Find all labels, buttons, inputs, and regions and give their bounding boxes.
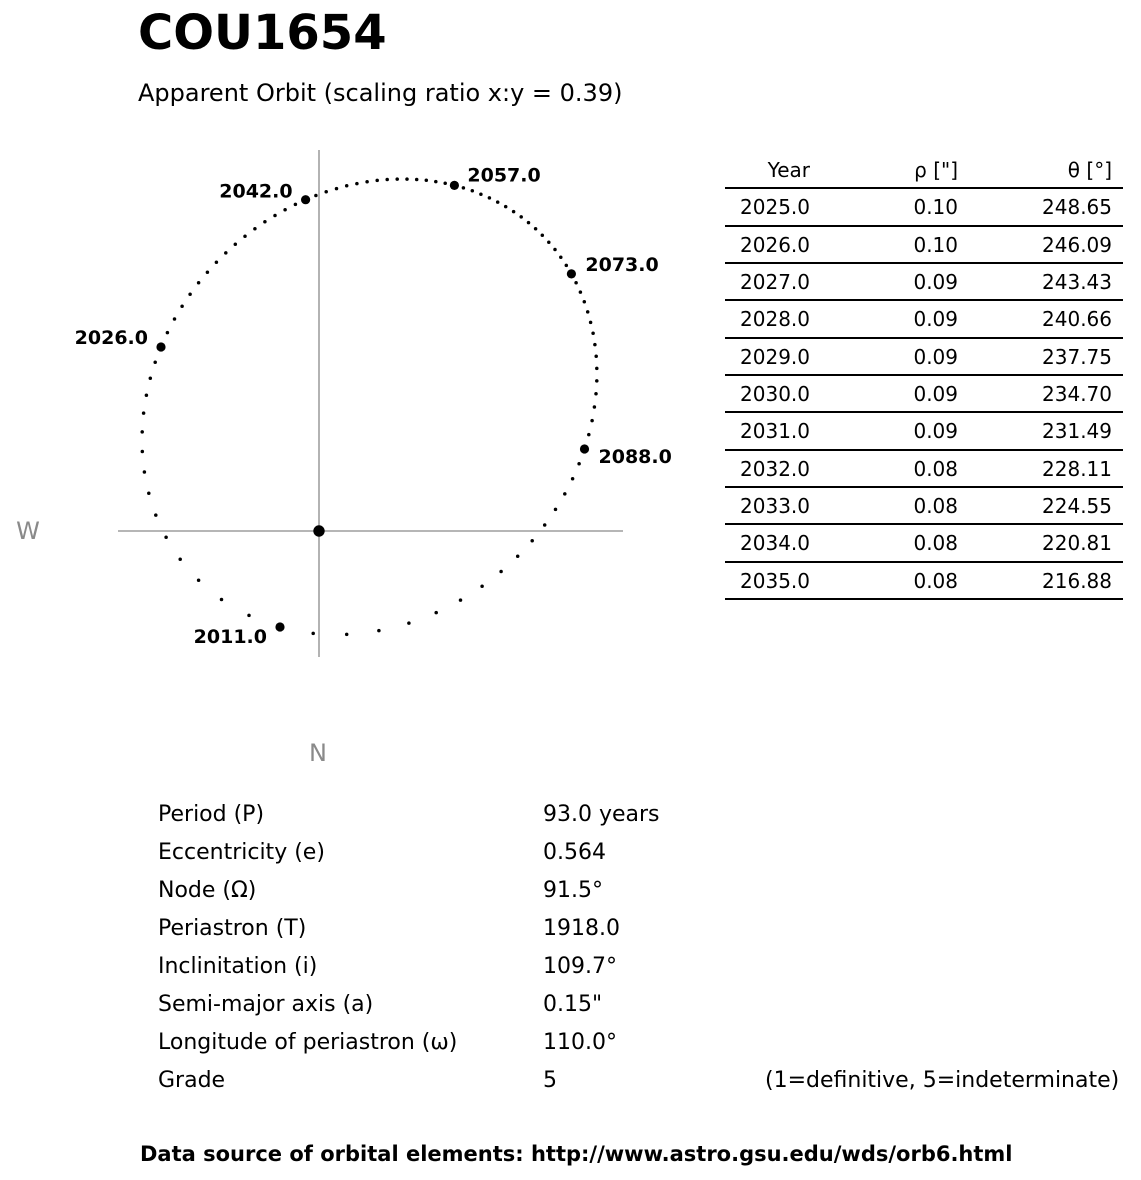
orbit-dot bbox=[294, 203, 298, 207]
orbit-dot bbox=[173, 317, 177, 321]
table-cell: 234.70 bbox=[1042, 381, 1112, 406]
table-cell: 0.09 bbox=[913, 381, 958, 406]
orbit-dot bbox=[519, 215, 523, 219]
element-row bbox=[158, 992, 1141, 1030]
orbit-dot bbox=[253, 227, 257, 231]
element-row bbox=[158, 802, 1141, 840]
table-row bbox=[725, 264, 1123, 301]
orbit-dot bbox=[335, 187, 339, 191]
table-row bbox=[725, 451, 1123, 488]
orbit-dot bbox=[385, 178, 389, 182]
table-cell: 243.43 bbox=[1042, 269, 1112, 294]
orbit-dot bbox=[164, 536, 168, 540]
orbit-dot bbox=[283, 208, 287, 212]
orbit-dot bbox=[180, 304, 184, 308]
table-cell: 0.09 bbox=[913, 307, 958, 332]
table-row bbox=[725, 413, 1123, 450]
epoch-label: 2057.0 bbox=[467, 164, 541, 187]
orbit-dot bbox=[577, 462, 581, 466]
table-row bbox=[725, 376, 1123, 413]
orbit-dot bbox=[324, 190, 328, 194]
epoch-dot bbox=[450, 181, 459, 190]
table-cell: 0.08 bbox=[913, 568, 958, 593]
orbit-dot bbox=[591, 332, 595, 336]
table-cell: 240.66 bbox=[1042, 307, 1112, 332]
orbit-dot bbox=[590, 419, 594, 423]
orbit-plot bbox=[0, 140, 700, 800]
orbit-dot bbox=[355, 182, 359, 186]
orbit-dot bbox=[215, 260, 219, 264]
table-cell: 0.10 bbox=[913, 232, 958, 257]
orbit-dot bbox=[425, 179, 429, 183]
orbit-dot bbox=[559, 256, 563, 259]
orbit-dot bbox=[206, 270, 210, 274]
orbit-dot bbox=[543, 523, 547, 527]
element-value: 91.5° bbox=[543, 878, 603, 903]
orbit-dot bbox=[593, 343, 597, 347]
orbit-dot bbox=[415, 178, 419, 182]
orbit-dot bbox=[197, 579, 201, 583]
west-label: W bbox=[16, 517, 40, 545]
orbit-dot bbox=[143, 470, 147, 474]
orbit-dot bbox=[375, 179, 379, 183]
orbit-dot bbox=[142, 411, 146, 415]
orbit-dot bbox=[459, 598, 463, 602]
table-cell: 0.10 bbox=[913, 195, 958, 220]
element-value: 109.7° bbox=[543, 954, 617, 979]
orbit-dot bbox=[471, 189, 475, 193]
table-cell: 0.09 bbox=[913, 344, 958, 369]
orbit-dot bbox=[583, 300, 587, 304]
element-value: 1918.0 bbox=[543, 916, 620, 941]
table-cell: 0.09 bbox=[913, 269, 958, 294]
orbit-dot bbox=[365, 180, 369, 184]
primary-star-marker bbox=[313, 525, 324, 536]
table-cell: 220.81 bbox=[1042, 531, 1112, 556]
orbit-dot bbox=[586, 310, 590, 314]
table-cell: 2029.0 bbox=[740, 344, 810, 369]
table-row bbox=[725, 189, 1123, 226]
orbit-dot bbox=[496, 200, 500, 204]
orbit-dot bbox=[563, 492, 567, 496]
page-subtitle: Apparent Orbit (scaling ratio x:y = 0.39) bbox=[138, 79, 623, 107]
orbit-dot bbox=[462, 186, 466, 190]
epoch-label: 2073.0 bbox=[585, 253, 659, 276]
element-label: Grade bbox=[158, 1068, 226, 1093]
table-cell: 2034.0 bbox=[740, 531, 810, 556]
orbit-dot bbox=[247, 614, 251, 618]
table-cell: 228.11 bbox=[1042, 456, 1112, 481]
ephemeris-table bbox=[725, 152, 1123, 600]
orbit-dot bbox=[263, 220, 267, 224]
element-value: 0.15" bbox=[543, 992, 603, 1017]
table-cell: 0.08 bbox=[913, 531, 958, 556]
orbit-dot bbox=[154, 513, 158, 517]
element-label: Longitude of periastron (ω) bbox=[158, 1030, 458, 1055]
element-value: 0.564 bbox=[543, 840, 606, 865]
epoch-label: 2088.0 bbox=[598, 446, 672, 468]
orbit-dot bbox=[547, 240, 551, 244]
orbit-dot bbox=[595, 367, 599, 371]
table-cell: 0.08 bbox=[913, 456, 958, 481]
orbit-dot bbox=[395, 177, 399, 181]
orbit-dot bbox=[188, 292, 192, 296]
orbit-dot bbox=[377, 629, 381, 633]
element-row bbox=[158, 916, 1141, 954]
table-cell: 0.08 bbox=[913, 493, 958, 518]
orbit-dot bbox=[594, 392, 598, 396]
orbit-dot bbox=[314, 194, 318, 198]
table-cell: 231.49 bbox=[1042, 419, 1112, 444]
element-row bbox=[158, 954, 1141, 992]
orbit-dot bbox=[149, 377, 153, 381]
table-row bbox=[725, 563, 1123, 600]
orbit-dot bbox=[147, 492, 151, 496]
orbit-dot bbox=[565, 264, 569, 268]
orbit-dot bbox=[434, 611, 438, 615]
orbit-dot bbox=[527, 221, 531, 225]
table-cell: 2025.0 bbox=[740, 195, 810, 220]
element-note: (1=definitive, 5=indeterminate) bbox=[765, 1068, 1120, 1093]
epoch-dot bbox=[275, 622, 284, 631]
orbit-dot bbox=[512, 210, 516, 214]
element-value: 5 bbox=[543, 1068, 557, 1093]
orbit-dot bbox=[224, 251, 228, 255]
orbit-dot bbox=[554, 508, 558, 512]
table-cell: 2027.0 bbox=[740, 269, 810, 294]
orbit-dot bbox=[443, 182, 447, 186]
orbit-dot bbox=[553, 248, 557, 252]
page-title: COU1654 bbox=[138, 5, 387, 61]
orbit-dot bbox=[480, 585, 484, 589]
orbit-dot bbox=[571, 477, 575, 481]
epoch-dot bbox=[580, 444, 589, 453]
epoch-label: 2042.0 bbox=[219, 180, 293, 203]
element-label: Period (P) bbox=[158, 802, 265, 827]
table-header-row bbox=[725, 152, 1123, 189]
element-row bbox=[158, 1030, 1141, 1068]
orbit-dot bbox=[345, 184, 349, 188]
orbit-dot bbox=[243, 234, 247, 238]
element-label: Periastron (T) bbox=[158, 916, 307, 941]
table-cell: 2035.0 bbox=[740, 568, 810, 593]
element-row bbox=[158, 1068, 1141, 1106]
orbit-dot bbox=[273, 214, 277, 218]
table-row bbox=[725, 488, 1123, 525]
orbit-dot bbox=[479, 192, 483, 196]
element-row bbox=[158, 878, 1141, 916]
epoch-label: 2026.0 bbox=[74, 327, 148, 349]
orbit-dot bbox=[166, 331, 170, 335]
table-header-cell: ρ ["] bbox=[914, 158, 958, 182]
orbit-dot bbox=[574, 281, 578, 285]
orbit-dot bbox=[595, 379, 599, 383]
north-label: N bbox=[309, 739, 327, 767]
table-row bbox=[725, 301, 1123, 338]
table-cell: 2033.0 bbox=[740, 493, 810, 518]
table-cell: 2031.0 bbox=[740, 419, 810, 444]
orbit-dot bbox=[345, 633, 349, 637]
orbit-dot bbox=[579, 290, 583, 294]
table-header-cell: θ [°] bbox=[1067, 158, 1112, 182]
orbit-dot bbox=[197, 281, 201, 285]
element-label: Node (Ω) bbox=[158, 878, 257, 903]
element-row bbox=[158, 840, 1141, 878]
orbit-dot bbox=[145, 394, 149, 398]
element-label: Inclinitation (i) bbox=[158, 954, 318, 979]
table-cell: 246.09 bbox=[1042, 232, 1112, 257]
orbit-dot bbox=[589, 321, 593, 325]
table-cell: 0.09 bbox=[913, 419, 958, 444]
orbit-dot bbox=[534, 227, 538, 231]
orbit-dot bbox=[594, 355, 598, 359]
orbit-dot bbox=[234, 242, 238, 246]
orbit-dot bbox=[141, 450, 145, 454]
table-cell: 2026.0 bbox=[740, 232, 810, 257]
table-row bbox=[725, 339, 1123, 376]
orbit-dot bbox=[153, 360, 157, 364]
table-cell: 2028.0 bbox=[740, 307, 810, 332]
table-cell: 237.75 bbox=[1042, 344, 1112, 369]
table-cell: 216.88 bbox=[1042, 568, 1112, 593]
orbit-dot bbox=[587, 433, 591, 437]
orbit-dot bbox=[178, 557, 182, 561]
table-row bbox=[725, 525, 1123, 562]
epoch-dot bbox=[567, 269, 576, 278]
element-value: 110.0° bbox=[543, 1030, 617, 1055]
element-value: 93.0 years bbox=[543, 802, 660, 827]
table-header-cell: Year bbox=[767, 158, 810, 182]
table-cell: 224.55 bbox=[1042, 493, 1112, 518]
orbit-dot bbox=[488, 196, 492, 200]
table-cell: 2032.0 bbox=[740, 456, 810, 481]
orbit-dot bbox=[516, 554, 520, 558]
orbit-dot bbox=[593, 405, 597, 409]
epoch-dot bbox=[156, 342, 165, 351]
epoch-dot bbox=[301, 195, 310, 204]
epoch-label: 2011.0 bbox=[193, 626, 267, 648]
orbit-dot bbox=[407, 621, 411, 625]
orbit-dot bbox=[530, 539, 534, 543]
orbit-dot bbox=[311, 632, 315, 636]
orbit-dot bbox=[405, 177, 409, 181]
orbit-dot bbox=[504, 205, 508, 209]
table-row bbox=[725, 227, 1123, 264]
table-cell: 248.65 bbox=[1042, 195, 1112, 220]
orbit-dot bbox=[499, 570, 503, 574]
orbit-dot bbox=[220, 598, 224, 602]
element-label: Eccentricity (e) bbox=[158, 840, 325, 865]
table-cell: 2030.0 bbox=[740, 381, 810, 406]
orbit-dot bbox=[541, 234, 545, 238]
element-label: Semi-major axis (a) bbox=[158, 992, 374, 1017]
orbit-dot bbox=[434, 180, 438, 184]
datasource-note: Data source of orbital elements: http://www.astro.gsu.edu/wds/orb6.html bbox=[140, 1142, 1013, 1166]
orbit-dot bbox=[140, 430, 144, 434]
